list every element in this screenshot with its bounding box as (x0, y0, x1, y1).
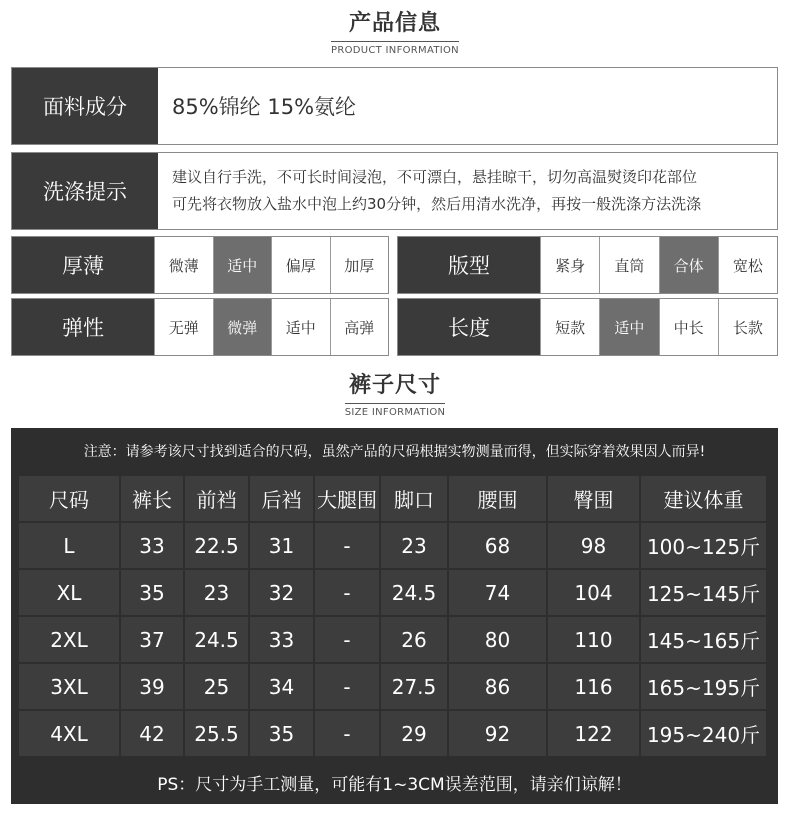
size-info-title: 裤子尺寸 (348, 373, 441, 398)
table-cell: 42 (121, 711, 183, 756)
table-cell: 27.5 (381, 664, 447, 709)
table-cell: 23 (185, 570, 248, 615)
thickness-option: 加厚 (330, 237, 389, 293)
table-cell: 39 (121, 664, 183, 709)
table-cell: 92 (449, 711, 546, 756)
size-info-heading (0, 368, 790, 419)
elasticity-option: 无弹 (154, 299, 213, 355)
table-cell: 37 (121, 617, 183, 662)
size-table-header (19, 476, 766, 521)
table-cell: 122 (548, 711, 639, 756)
elasticity-option: 适中 (271, 299, 330, 355)
table-cell: - (315, 711, 379, 756)
table-cell: 33 (250, 617, 313, 662)
table-cell: 98 (548, 523, 639, 568)
fit-option: 直筒 (599, 237, 658, 293)
table-row (19, 617, 766, 662)
table-cell: 116 (548, 664, 639, 709)
fabric-label: 面料成分 (12, 68, 158, 144)
size-chart (11, 428, 778, 804)
table-cell: - (315, 570, 379, 615)
length-option: 适中 (599, 299, 658, 355)
wash-label: 洗涤提示 (12, 153, 158, 229)
table-cell: 86 (449, 664, 546, 709)
size-info-subtitle: SIZE INFORMATION (345, 403, 446, 418)
table-cell: 35 (121, 570, 183, 615)
column-header: 臀围 (548, 476, 639, 521)
fit-option: 合体 (659, 237, 718, 293)
length-label: 长度 (398, 299, 540, 355)
fit-option: 宽松 (718, 237, 777, 293)
thickness-option: 微薄 (154, 237, 213, 293)
column-header: 后裆 (250, 476, 313, 521)
fabric-value: 85%锦纶 15%氨纶 (172, 95, 357, 119)
wash-line-1: 建议自行手洗，不可长时间浸泡，不可漂白，悬挂晾干，切勿高温熨烫印花部位 (172, 168, 698, 186)
size-note: 注意：请参考该尺寸找到适合的尺码，虽然产品的尺码根据实物测量而得，但实际穿着效果因人而异! (83, 444, 706, 460)
thickness-option: 偏厚 (271, 237, 330, 293)
table-cell: 74 (449, 570, 546, 615)
fit-option: 紧身 (540, 237, 599, 293)
table-cell: 145~165斤 (641, 617, 766, 662)
length-option: 长款 (718, 299, 777, 355)
column-header: 尺码 (19, 476, 119, 521)
table-row (19, 664, 766, 709)
table-cell: 32 (250, 570, 313, 615)
table-cell: 125~145斤 (641, 570, 766, 615)
table-cell: 29 (381, 711, 447, 756)
column-header: 腰围 (449, 476, 546, 521)
table-cell: 80 (449, 617, 546, 662)
product-info-title: 产品信息 (348, 11, 441, 36)
thickness-option: 适中 (213, 237, 272, 293)
wash-text (158, 153, 777, 229)
size-cell: 4XL (19, 711, 119, 756)
size-table (17, 474, 768, 758)
table-cell: - (315, 617, 379, 662)
size-cell: XL (19, 570, 119, 615)
wash-line-2: 可先将衣物放入盐水中泡上约30分钟，然后用清水洗净，再按一般洗涤方法洗涤 (172, 195, 702, 213)
size-cell: 2XL (19, 617, 119, 662)
column-header: 前裆 (185, 476, 248, 521)
product-info-heading (0, 6, 790, 57)
table-cell: 165~195斤 (641, 664, 766, 709)
column-header: 大腿围 (315, 476, 379, 521)
fit-attribute (397, 236, 778, 294)
table-row (19, 523, 766, 568)
table-cell: 33 (121, 523, 183, 568)
table-cell: 31 (250, 523, 313, 568)
table-cell: 100~125斤 (641, 523, 766, 568)
length-option: 中长 (659, 299, 718, 355)
table-cell: 24.5 (381, 570, 447, 615)
table-row (19, 711, 766, 756)
length-attribute (397, 298, 778, 356)
table-cell: 25.5 (185, 711, 248, 756)
table-cell: 110 (548, 617, 639, 662)
product-info-subtitle: PRODUCT INFORMATION (331, 41, 459, 56)
table-cell: 34 (250, 664, 313, 709)
column-header: 裤长 (121, 476, 183, 521)
table-cell: 68 (449, 523, 546, 568)
wash-row (11, 152, 778, 230)
elasticity-attribute (11, 298, 389, 356)
elasticity-option: 微弹 (213, 299, 272, 355)
table-cell: - (315, 664, 379, 709)
table-cell: - (315, 523, 379, 568)
thickness-attribute (11, 236, 389, 294)
column-header: 脚口 (381, 476, 447, 521)
table-cell: 22.5 (185, 523, 248, 568)
table-cell: 23 (381, 523, 447, 568)
table-cell: 24.5 (185, 617, 248, 662)
table-cell: 195~240斤 (641, 711, 766, 756)
table-row (19, 570, 766, 615)
elasticity-label: 弹性 (12, 299, 154, 355)
thickness-label: 厚薄 (12, 237, 154, 293)
column-header: 建议体重 (641, 476, 766, 521)
table-cell: 104 (548, 570, 639, 615)
table-cell: 35 (250, 711, 313, 756)
table-cell: 25 (185, 664, 248, 709)
fabric-row (11, 67, 778, 145)
fit-label: 版型 (398, 237, 540, 293)
size-cell: L (19, 523, 119, 568)
size-cell: 3XL (19, 664, 119, 709)
ps-note: PS：尺寸为手工测量，可能有1~3CM误差范围，请亲们谅解！ (157, 774, 632, 795)
elasticity-option: 高弹 (330, 299, 389, 355)
table-cell: 26 (381, 617, 447, 662)
length-option: 短款 (540, 299, 599, 355)
